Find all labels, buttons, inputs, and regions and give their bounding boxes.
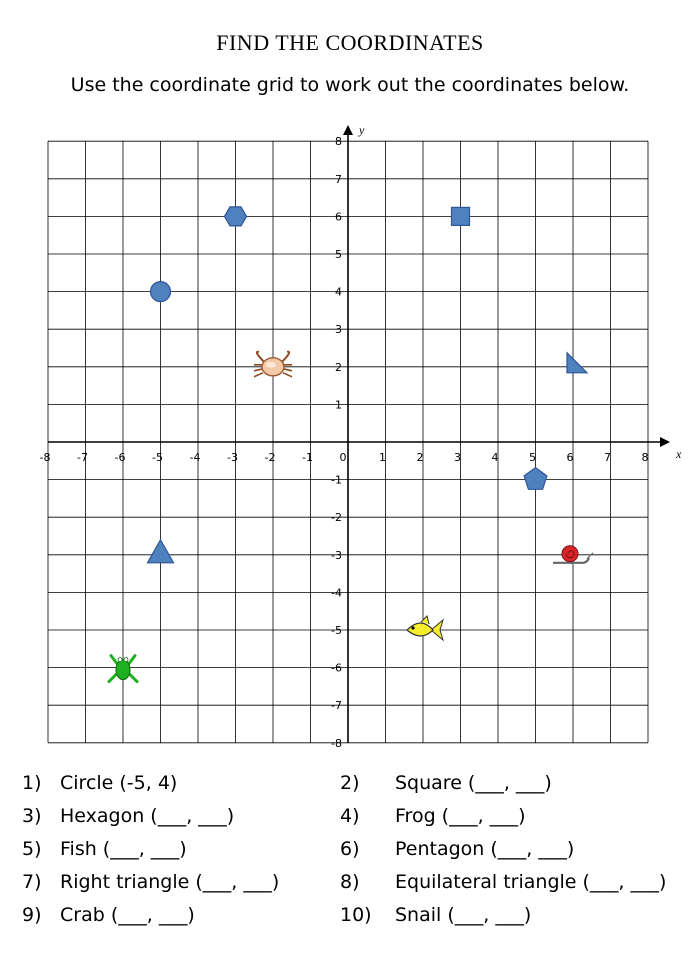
- question-text: Right triangle (___, ___): [60, 871, 280, 893]
- frog-icon: [109, 656, 137, 682]
- y-tick-label: -7: [331, 699, 342, 713]
- hexagon-shape: [225, 207, 247, 226]
- x-tick-label: 2: [416, 451, 424, 464]
- y-tick-label: -3: [331, 548, 342, 562]
- y-tick-label: 2: [335, 360, 342, 374]
- x-axis-label: x: [676, 447, 682, 461]
- question-number: 6): [340, 838, 360, 860]
- x-tick-label: 4: [491, 451, 499, 464]
- question-number: 3): [22, 805, 42, 827]
- question-text: Pentagon (___, ___): [395, 838, 575, 860]
- origin-label: 0: [339, 451, 347, 464]
- x-tick-label: -8: [39, 451, 51, 464]
- question-number: 7): [22, 871, 42, 893]
- question-text: Crab (___, ___): [60, 904, 195, 926]
- question-number: 8): [340, 871, 360, 893]
- snail-icon: [553, 546, 593, 563]
- x-tick-label: -5: [152, 451, 163, 464]
- question-text: Hexagon (___, ___): [60, 805, 235, 827]
- question-text: Equilateral triangle (___, ___): [395, 871, 667, 893]
- x-tick-label: -4: [189, 451, 201, 464]
- y-tick-label: -5: [331, 624, 342, 637]
- equilateral-triangle-shape: [148, 540, 174, 563]
- y-tick-label: 8: [335, 135, 342, 149]
- pentagon-shape: [524, 468, 547, 490]
- y-tick-label: 3: [335, 323, 342, 337]
- question-5: [22, 838, 187, 860]
- question-number: 2): [340, 772, 360, 794]
- x-tick-label: -2: [264, 451, 276, 464]
- question-10: [340, 904, 532, 926]
- right-triangle-shape: [567, 353, 587, 373]
- shapes: [109, 207, 593, 682]
- question-number: 1): [22, 772, 42, 794]
- circle-shape: [151, 282, 171, 302]
- question-text: Fish (___, ___): [60, 838, 187, 860]
- page-title: FIND THE COORDINATES: [216, 30, 484, 55]
- y-tick-label: -6: [331, 661, 342, 675]
- question-number: 4): [340, 805, 360, 827]
- x-tick-label: -1: [302, 451, 313, 464]
- question-text: Square (___, ___): [395, 772, 552, 794]
- x-tick-label: 3: [454, 451, 461, 464]
- x-tick-label: 8: [641, 451, 649, 464]
- y-tick-label: 6: [335, 210, 342, 224]
- instructions: Use the coordinate grid to work out the coordinates below.: [70, 74, 630, 96]
- question-8: [340, 871, 667, 893]
- y-tick-label: -8: [331, 736, 342, 750]
- x-tick-label: -7: [77, 451, 88, 464]
- question-9: [22, 904, 195, 926]
- y-tick-label: -2: [331, 511, 342, 525]
- square-shape: [452, 207, 470, 225]
- question-4: [340, 805, 526, 827]
- y-axis-arrow: [343, 125, 353, 135]
- question-7: [22, 871, 280, 893]
- x-tick-label: -3: [227, 451, 238, 464]
- y-tick-label: 4: [335, 285, 342, 299]
- y-tick-label: 1: [335, 398, 342, 412]
- question-1: [22, 772, 178, 794]
- x-tick-label: -6: [114, 451, 126, 464]
- x-tick-label: 7: [604, 451, 611, 464]
- x-tick-label: 6: [566, 451, 574, 464]
- x-tick-label: 5: [529, 451, 536, 464]
- y-axis-label: y: [359, 123, 365, 137]
- fish-icon: [407, 616, 443, 640]
- x-tick-label: 1: [379, 451, 386, 464]
- question-3: [22, 805, 235, 827]
- y-tick-label: 7: [335, 172, 342, 186]
- question-text: Circle (-5, 4): [60, 772, 178, 794]
- question-6: [340, 838, 575, 860]
- y-tick-label: 5: [335, 248, 342, 261]
- y-tick-label: -1: [331, 473, 342, 487]
- question-number: 10): [340, 904, 372, 926]
- y-tick-label: -4: [331, 586, 342, 600]
- question-2: [340, 772, 552, 794]
- question-number: 5): [22, 838, 42, 860]
- question-number: 9): [22, 904, 42, 926]
- x-axis-arrow: [660, 437, 670, 447]
- question-text: Frog (___, ___): [395, 805, 526, 827]
- question-text: Snail (___, ___): [395, 904, 532, 926]
